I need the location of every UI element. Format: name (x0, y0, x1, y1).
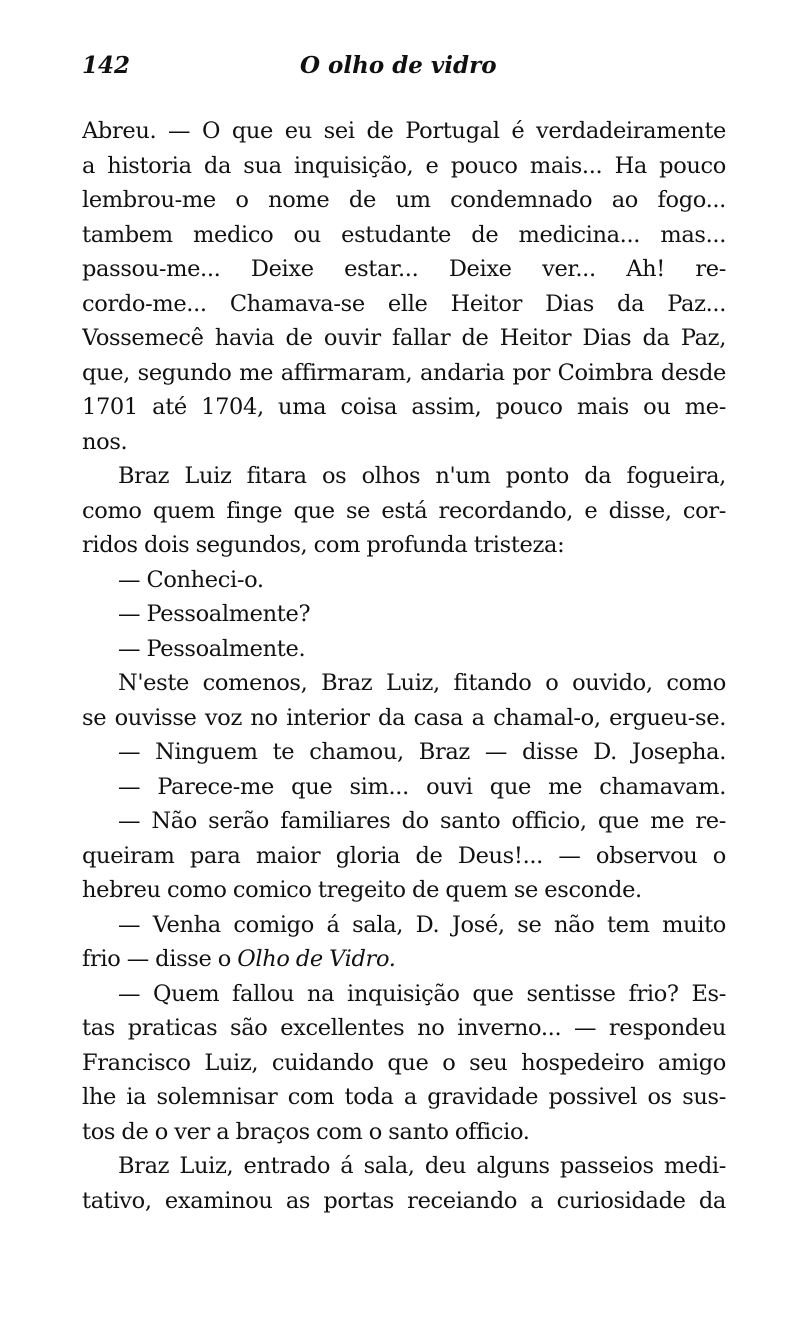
text-line: cordo-me... Chamava-se elle Heitor Dias da Paz... (82, 290, 726, 317)
text-line: Francisco Luiz, cuidando que o seu hospedeiro amigo (82, 1049, 726, 1076)
text-line: como quem finge que se está recordando, e disse, cor- (82, 497, 726, 524)
dialogue-line: — Venha comigo á sala, D. José, se não tem muito (118, 911, 726, 938)
page-number: 142 (82, 52, 131, 79)
italic-title: Olho de Vidro. (237, 946, 396, 972)
text-line: se ouvisse voz no interior da casa a chamal-o, ergueu-se. (82, 704, 726, 731)
text-line: tativo, examinou as portas receiando a curiosidade da (82, 1187, 726, 1214)
page-header (82, 52, 726, 86)
dialogue-line: — Pessoalmente. (118, 635, 306, 662)
text-line: lhe ia solemnisar com toda a gravidade possivel os sus- (82, 1084, 726, 1110)
text-fragment: frio — disse o (82, 946, 231, 972)
text-line: ridos dois segundos, com profunda tristeza: (82, 532, 565, 558)
dialogue-line: — Não serão familiares do santo officio, que me re- (118, 808, 726, 834)
text-line: Braz Luiz, entrado á sala, deu alguns passeios medi- (118, 1153, 726, 1179)
text-line: que, segundo me affirmaram, andaria por Coimbra desde (82, 359, 726, 386)
text-line: passou-me... Deixe estar... Deixe ver... Ah! re- (82, 256, 726, 282)
dialogue-line: — Ninguem te chamou, Braz — disse D. Josepha. (118, 739, 726, 765)
text-line (82, 942, 726, 977)
text-line: tas praticas são excellentes no inverno... — respondeu (82, 1015, 726, 1041)
dialogue-line: — Parece-me que sim... ouvi que me chamavam. (118, 773, 726, 800)
text-line: hebreu como comico tregeito de quem se esconde. (82, 877, 642, 903)
dialogue-line: — Conheci-o. (118, 566, 264, 593)
text-line: lembrou-me o nome de um condemnado ao fogo... (82, 187, 726, 213)
body-text (82, 114, 726, 1218)
text-line: Abreu. — O que eu sei de Portugal é verdadeiramente (82, 118, 726, 144)
text-line: 1701 até 1704, uma coisa assim, pouco mais ou me- (82, 394, 726, 420)
text-line: tambem medico ou estudante de medicina... mas... (82, 221, 726, 248)
text-line: N'este comenos, Braz Luiz, fitando o ouvido, como (118, 670, 726, 696)
text-line: queiram para maior gloria de Deus!... — observou o (82, 842, 726, 869)
text-line: Vossemecê havia de ouvir fallar de Heitor Dias da Paz, (82, 325, 726, 351)
dialogue-line: — Pessoalmente? (118, 601, 311, 627)
text-line: tos de o ver a braços com o santo officio. (82, 1118, 530, 1145)
dialogue-line: — Quem fallou na inquisição que sentisse frio? Es- (118, 980, 726, 1007)
text-line: nos. (82, 428, 128, 455)
running-title: O olho de vidro (300, 52, 497, 79)
text-line: a historia da sua inquisição, e pouco mais... Ha pouco (82, 152, 726, 179)
text-line: Braz Luiz fitara os olhos n'um ponto da fogueira, (118, 463, 726, 489)
